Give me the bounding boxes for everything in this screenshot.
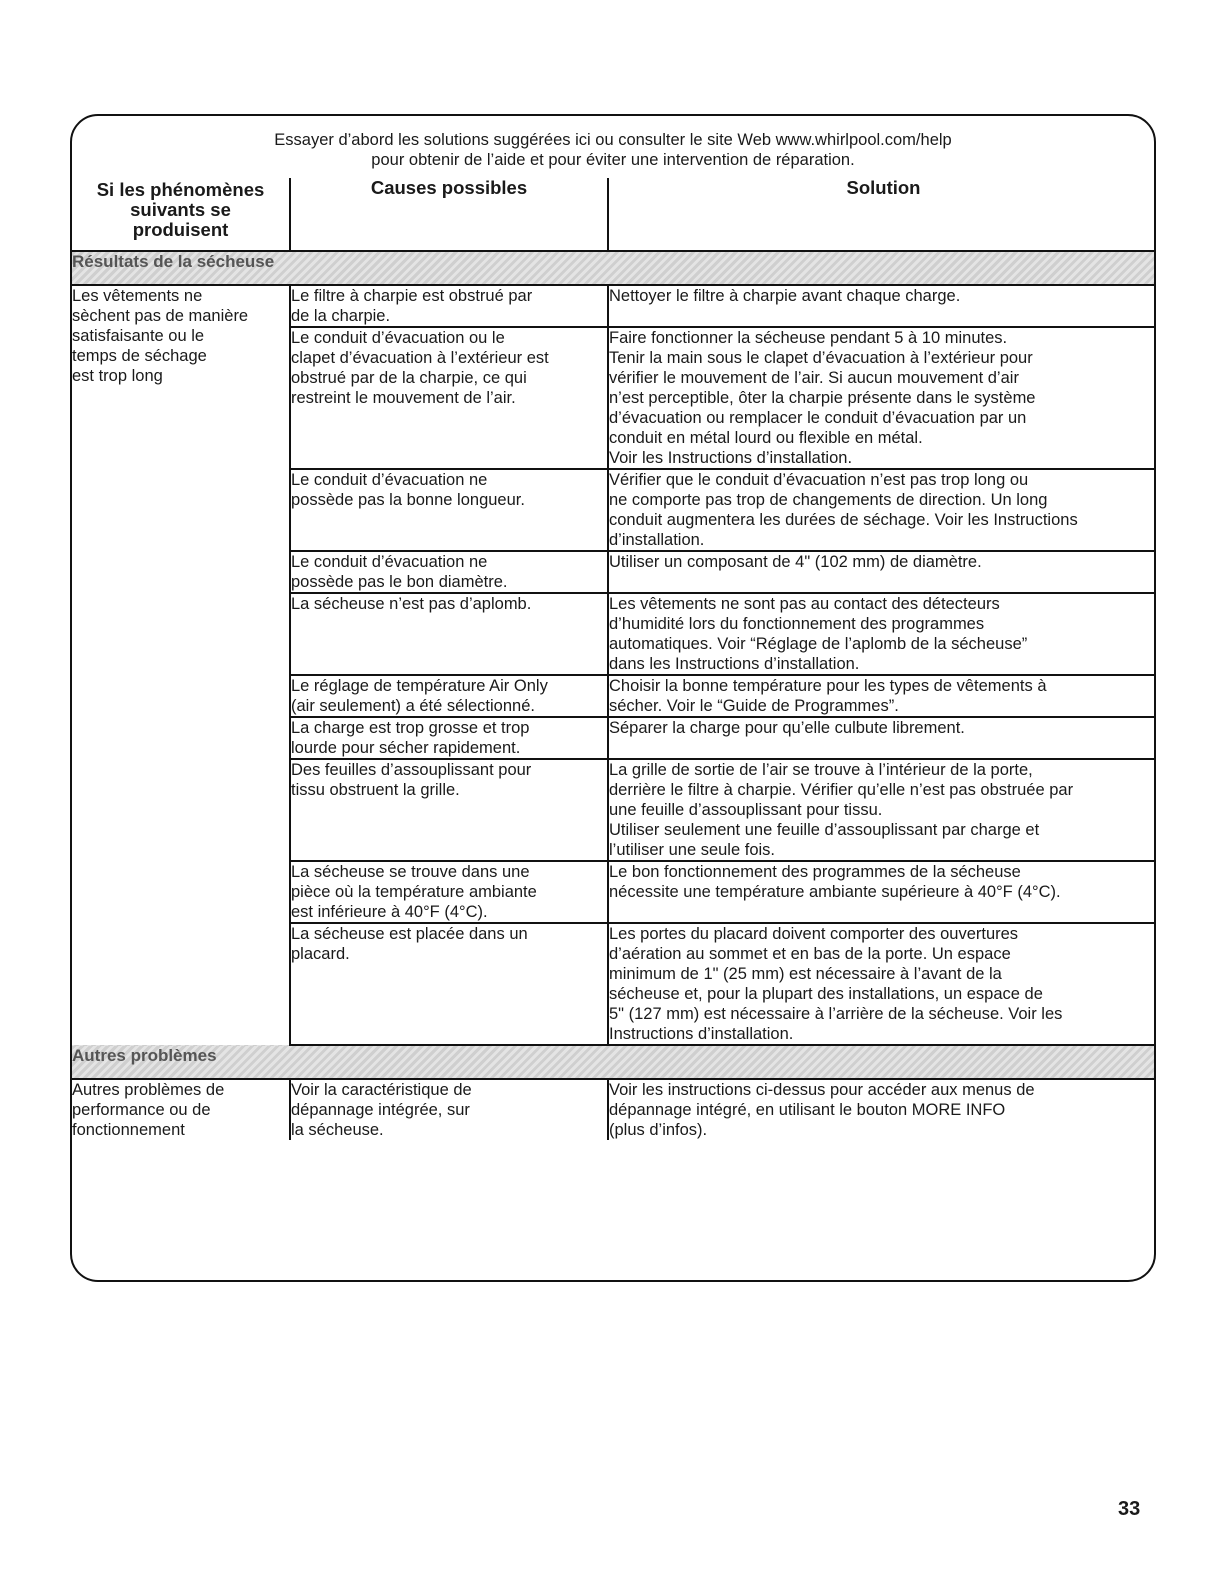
text-line: d’évacuation ou remplacer le conduit d’évacuation par un: [609, 409, 1027, 427]
text-line: Choisir la bonne température pour les types de vêtements à: [609, 677, 1047, 695]
solution-cell: [608, 469, 1156, 551]
text-line: pièce où la température ambiante: [291, 883, 537, 901]
text-line: Des feuilles d’assouplissant pour: [291, 761, 532, 779]
text-line: fonctionnement: [72, 1121, 185, 1139]
cause-cell: [290, 469, 608, 551]
text-line: satisfaisante ou le: [72, 327, 205, 345]
cause-cell: [290, 675, 608, 717]
text-line: est inférieure à 40°F (4°C).: [291, 903, 488, 921]
cause-cell: [290, 717, 608, 759]
text-line: Le bon fonctionnement des programmes de la sécheuse: [609, 863, 1021, 881]
text-line: Séparer la charge pour qu’elle culbute librement.: [609, 719, 965, 737]
text-line: La sécheuse n’est pas d’aplomb.: [291, 595, 532, 613]
text-line: une feuille d’assouplissant pour tissu.: [609, 801, 883, 819]
text-line: dans les Instructions d’installation.: [609, 655, 860, 673]
text-line: Utiliser seulement une feuille d’assouplissant par charge et: [609, 821, 1040, 839]
text-line: Le filtre à charpie est obstrué par: [291, 287, 533, 305]
text-line: Nettoyer le filtre à charpie avant chaque charge.: [609, 287, 961, 305]
cause-cell: [290, 861, 608, 923]
cause-cell: [290, 285, 608, 327]
text-line: Tenir la main sous le clapet d’évacuation à l’extérieur pour: [609, 349, 1033, 367]
text-line: n’est perceptible, ôter la charpie présente dans le système: [609, 389, 1036, 407]
text-line: obstrué par de la charpie, ce qui: [291, 369, 527, 387]
text-line: lourde pour sécher rapidement.: [291, 739, 521, 757]
header-causes: Causes possibles: [290, 178, 608, 251]
solution-cell: [608, 675, 1156, 717]
intro-line-2: pour obtenir de l’aide et pour éviter une intervention de réparation.: [371, 151, 855, 169]
text-line: d’aération au sommet et en bas de la porte. Un espace: [609, 945, 1011, 963]
text-line: Voir les Instructions d’installation.: [609, 449, 853, 467]
text-line: La sécheuse se trouve dans une: [291, 863, 530, 881]
text-line: Les vêtements ne: [72, 287, 203, 305]
solution-cell: [608, 327, 1156, 469]
solution-cell: [608, 593, 1156, 675]
text-line: La grille de sortie de l’air se trouve à l’intérieur de la porte,: [609, 761, 1033, 779]
section-title: Autres problèmes: [72, 1045, 1156, 1079]
header-symptoms: Si les phénomènes suivants se produisent: [72, 178, 290, 251]
text-line: Le conduit d’évacuation ou le: [291, 329, 505, 347]
text-line: Le conduit d’évacuation ne: [291, 553, 488, 571]
text-line: Instructions d’installation.: [609, 1025, 794, 1043]
text-line: Autres problèmes de: [72, 1081, 225, 1099]
text-line: Utiliser un composant de 4" (102 mm) de diamètre.: [609, 553, 982, 571]
text-line: (plus d’infos).: [609, 1121, 708, 1139]
text-line: Voir la caractéristique de: [291, 1081, 472, 1099]
text-line: automatiques. Voir “Réglage de l’aplomb de la sécheuse”: [609, 635, 1028, 653]
text-line: minimum de 1" (25 mm) est nécessaire à l’avant de la: [609, 965, 1002, 983]
section-band: [72, 251, 1156, 285]
solution-cell: [608, 759, 1156, 861]
text-line: conduit en métal lourd ou flexible en métal.: [609, 429, 923, 447]
text-line: d’humidité lors du fonctionnement des programmes: [609, 615, 985, 633]
text-line: dépannage intégrée, sur: [291, 1101, 470, 1119]
troubleshooting-frame: [70, 114, 1156, 1282]
text-line: sécheuse et, pour la plupart des installations, un espace de: [609, 985, 1043, 1003]
table-row: [72, 285, 1156, 327]
section-title: Résultats de la sécheuse: [72, 251, 1156, 285]
text-line: Faire fonctionner la sécheuse pendant 5 à 10 minutes.: [609, 329, 1008, 347]
solution-cell: [608, 717, 1156, 759]
text-line: est trop long: [72, 367, 163, 385]
text-line: sèchent pas de manière: [72, 307, 249, 325]
solution-cell: [608, 551, 1156, 593]
table-row: [72, 1079, 1156, 1140]
text-line: vérifier le mouvement de l’air. Si aucun mouvement d’air: [609, 369, 1019, 387]
text-line: placard.: [291, 945, 350, 963]
text-line: de la charpie.: [291, 307, 391, 325]
cause-cell: [290, 551, 608, 593]
text-line: sécher. Voir le “Guide de Programmes”.: [609, 697, 899, 715]
text-line: La charge est trop grosse et trop: [291, 719, 530, 737]
text-line: Le réglage de température Air Only: [291, 677, 548, 695]
intro-line-1: Essayer d’abord les solutions suggérées ici ou consulter le site Web www.whirlpool.com/help: [274, 131, 952, 149]
solution-cell: [608, 285, 1156, 327]
text-line: restreint le mouvement de l’air.: [291, 389, 516, 407]
text-line: ne comporte pas trop de changements de direction. Un long: [609, 491, 1048, 509]
text-line: la sécheuse.: [291, 1121, 384, 1139]
text-line: dépannage intégré, en utilisant le bouton MORE INFO: [609, 1101, 1006, 1119]
text-line: performance ou de: [72, 1101, 211, 1119]
text-line: d’installation.: [609, 531, 705, 549]
text-line: Les portes du placard doivent comporter des ouvertures: [609, 925, 1019, 943]
text-line: possède pas la bonne longueur.: [291, 491, 525, 509]
text-line: tissu obstruent la grille.: [291, 781, 460, 799]
text-line: Voir les instructions ci-dessus pour accéder aux menus de: [609, 1081, 1035, 1099]
text-line: La sécheuse est placée dans un: [291, 925, 528, 943]
text-line: nécessite une température ambiante supérieure à 40°F (4°C).: [609, 883, 1061, 901]
symptom-cell: [72, 1079, 290, 1140]
section-band: [72, 1045, 1156, 1079]
intro-text: [72, 130, 1154, 170]
symptom-cell: [72, 285, 290, 1045]
cause-cell: [290, 923, 608, 1045]
header-solution: Solution: [608, 178, 1156, 251]
table-header-row: [72, 178, 1156, 251]
cause-cell: [290, 593, 608, 675]
cause-cell: [290, 759, 608, 861]
text-line: l’utiliser une seule fois.: [609, 841, 775, 859]
cause-cell: [290, 327, 608, 469]
text-line: temps de séchage: [72, 347, 207, 365]
page-number: 33: [1118, 1498, 1141, 1520]
solution-cell: [608, 923, 1156, 1045]
text-line: 5" (127 mm) est nécessaire à l’arrière de la sécheuse. Voir les: [609, 1005, 1063, 1023]
text-line: (air seulement) a été sélectionné.: [291, 697, 535, 715]
text-line: Les vêtements ne sont pas au contact des détecteurs: [609, 595, 1000, 613]
text-line: Le conduit d’évacuation ne: [291, 471, 488, 489]
troubleshooting-table: [72, 178, 1156, 1140]
text-line: Vérifier que le conduit d’évacuation n’est pas trop long ou: [609, 471, 1029, 489]
text-line: possède pas le bon diamètre.: [291, 573, 508, 591]
solution-cell: [608, 1079, 1156, 1140]
cause-cell: [290, 1079, 608, 1140]
solution-cell: [608, 861, 1156, 923]
text-line: derrière le filtre à charpie. Vérifier qu’elle n’est pas obstruée par: [609, 781, 1074, 799]
text-line: clapet d’évacuation à l’extérieur est: [291, 349, 549, 367]
text-line: conduit augmentera les durées de séchage. Voir les Instructions: [609, 511, 1078, 529]
